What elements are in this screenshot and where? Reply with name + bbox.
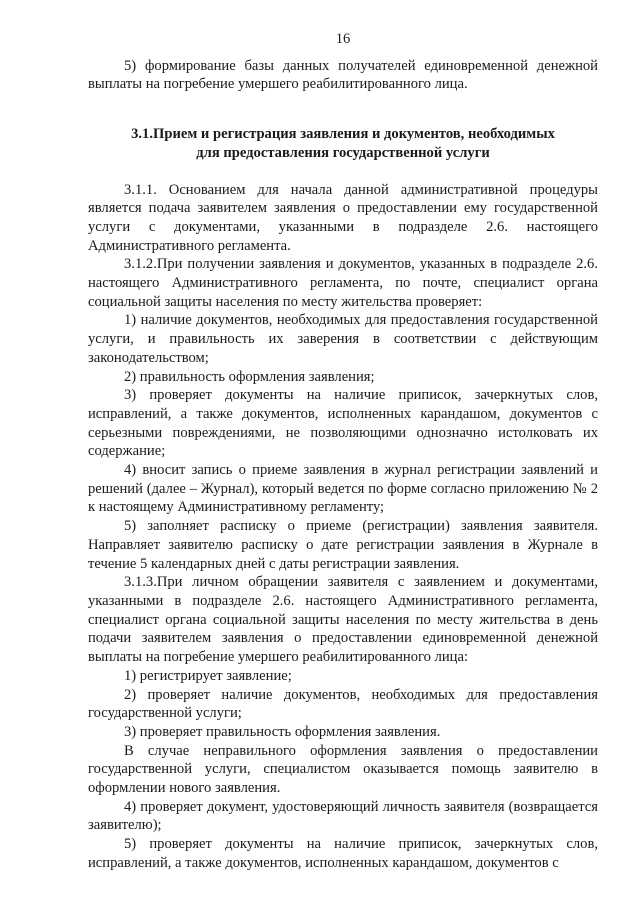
document-page	[88, 30, 598, 873]
paragraph-3-1-3: 3.1.3.При личном обращении заявителя с заявлением и документами, указанными в подразделе 2.6. настоящего Административного регламента, специалист органа социальной защиты населения по месту жительства в день подачи заявителем заявления о предоставлении единовременной денежной выплаты на погребение умершего реабилитированного лица:	[88, 574, 598, 666]
list-item: 4) проверяет документ, удостоверяющий личность заявителя (возвращается заявителю);	[88, 798, 598, 834]
list-item: 3) проверяет документы на наличие приписок, зачеркнутых слов, исправлений, а также документов, исполненных карандашом, документов с серьезными повреждениями, не позволяющими однозначно истолковать их содержание;	[88, 387, 598, 460]
intro-list-item: 5) формирование базы данных получателей единовременной денежной выплаты на погребение умершего реабилитированного лица.	[88, 57, 598, 93]
list-item: 5) проверяет документы на наличие приписок, зачеркнутых слов, исправлений, а также документов, исполненных карандашом, документов с	[88, 836, 598, 871]
list-item: 2) проверяет наличие документов, необходимых для предоставления государственной услуги;	[88, 686, 598, 722]
section-heading-line-1: 3.1.Прием и регистрация заявления и документов, необходимых	[131, 126, 555, 143]
list-item: 1) регистрирует заявление;	[124, 667, 292, 684]
page-number: 16	[335, 31, 351, 47]
list-item: 3) проверяет правильность оформления заявления.	[124, 723, 441, 740]
list-item: 1) наличие документов, необходимых для предоставления государственной услуги, и правильность их заверения в соответствии с действующим законодательством;	[88, 312, 598, 366]
section-heading-line-2: для предоставления государственной услуги	[196, 144, 490, 161]
section-heading	[88, 125, 598, 162]
paragraph-note: В случае неправильного оформления заявления о предоставлении государственной услуги, специалистом оказывается помощь заявителю в оформлении нового заявления.	[88, 742, 598, 797]
list-item: 5) заполняет расписку о приеме (регистрации) заявления заявителя. Направляет заявителю расписку о дате регистрации заявления в Журнале в течение 5 календарных дней с даты регистрации заявления.	[88, 518, 598, 572]
list-item: 2) правильность оформления заявления;	[124, 368, 375, 385]
paragraph-3-1-2: 3.1.2.При получении заявления и документов, указанных в подразделе 2.6. настоящего Административного регламента, по почте, специалист органа социальной защиты населения по месту жительства проверяет:	[88, 256, 598, 310]
list-item: 4) вносит запись о приеме заявления в журнал регистрации заявлений и решений (далее – Журнал), который ведется по форме согласно приложению № 2 к настоящему Административному регламенту;	[88, 462, 598, 516]
paragraph-3-1-1: 3.1.1. Основанием для начала данной административной процедуры является подача заявителем заявления о предоставлении ему государственной услуги с документами, указанными в подразделе 2.6. настоящего Административного регламента.	[88, 181, 598, 254]
